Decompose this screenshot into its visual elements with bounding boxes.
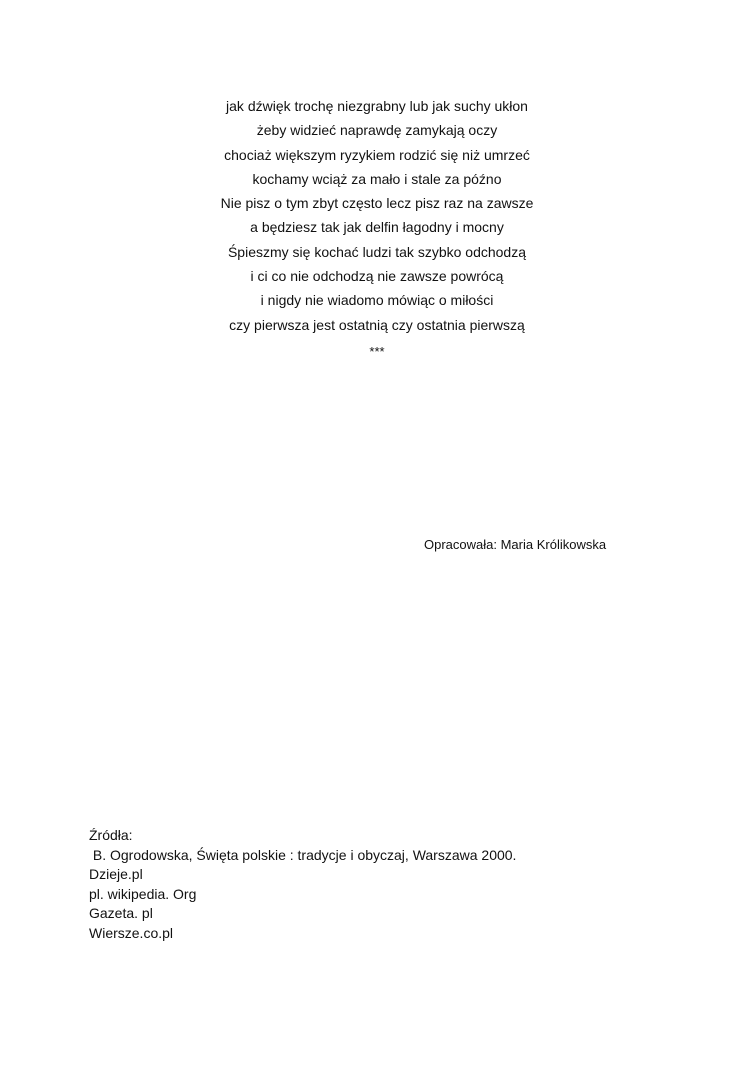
poem-line: jak dźwięk trochę niezgrabny lub jak suchy ukłon	[226, 98, 528, 114]
section-separator: ***	[369, 343, 385, 359]
source-item: Wiersze.co.pl	[89, 924, 174, 941]
poem-line: i ci co nie odchodzą nie zawsze powrócą	[250, 268, 504, 285]
poem-line: Śpieszmy się kochać ludzi tak szybko odchodzą	[227, 243, 527, 260]
poem-line: chociaż większym ryzykiem rodzić się niż umrzeć	[224, 146, 530, 163]
poem-line: czy pierwsza jest ostatnią czy ostatnia pierwszą	[229, 316, 525, 333]
author-credit: Opracowała: Maria Królikowska	[424, 537, 607, 552]
poem-line: i nigdy nie wiadomo mówiąc o miłości	[260, 292, 494, 309]
source-item: Gazeta. pl	[89, 905, 153, 921]
poem-line: a będziesz tak jak delfin łagodny i mocny	[250, 219, 504, 236]
sources-heading: Źródła:	[89, 827, 133, 843]
source-item: B. Ogrodowska, Święta polskie : tradycje i obyczaj, Warszawa 2000.	[89, 846, 517, 863]
source-item: Dzieje.pl	[89, 866, 143, 882]
poem	[0, 94, 754, 364]
source-item: pl. wikipedia. Org	[89, 885, 197, 902]
poem-line: kochamy wciąż za mało i stale za późno	[252, 170, 502, 187]
sources-list	[89, 826, 516, 943]
poem-line: Nie pisz o tym zbyt często lecz pisz raz na zawsze	[220, 195, 534, 212]
poem-line: żeby widzieć naprawdę zamykają oczy	[256, 122, 498, 139]
